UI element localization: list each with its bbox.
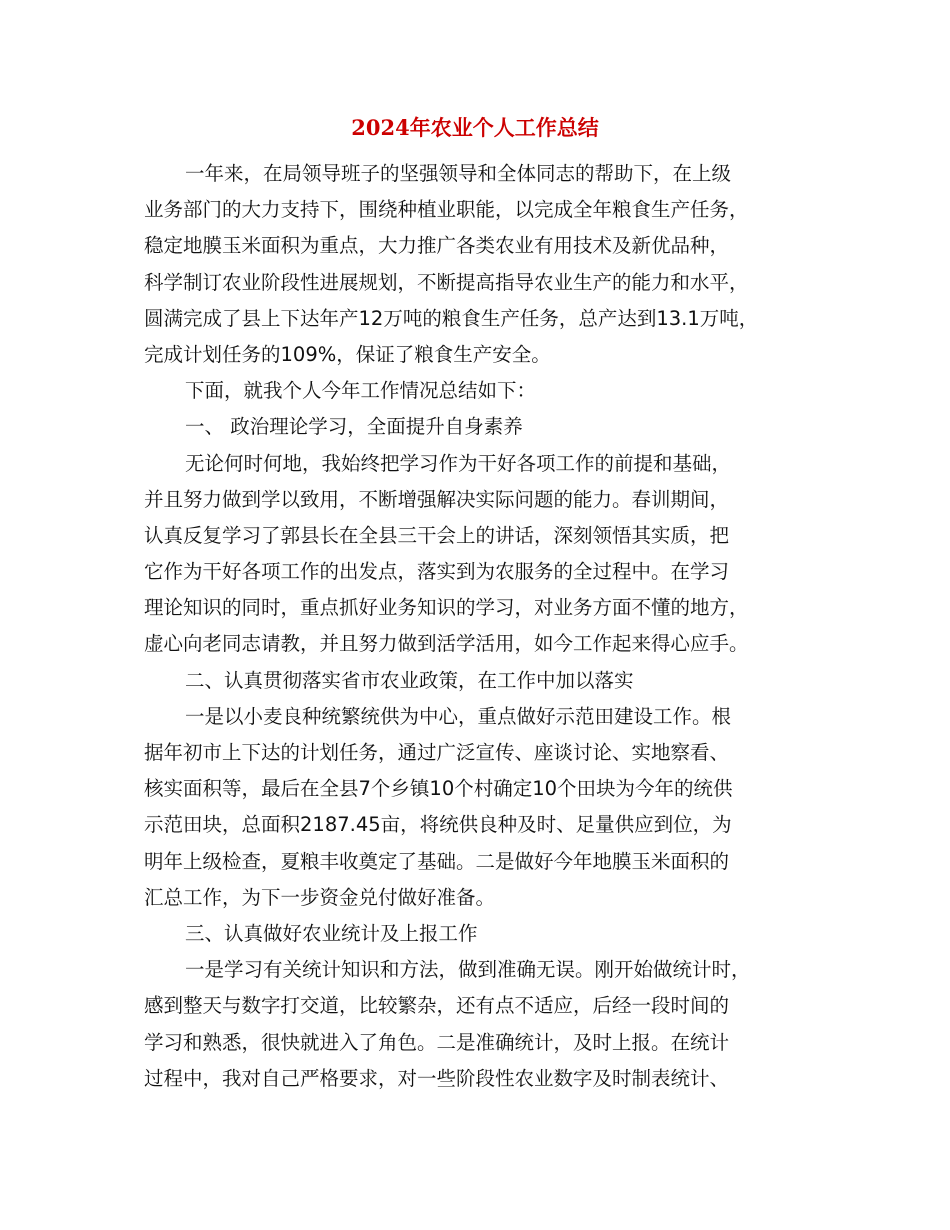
body-line: 一、 政治理论学习，全面提升自身素养 [185,415,523,439]
body-line: 圆满完成了县上下达年产12万吨的粮食生产任务，总产达到13.1万吨， [144,306,759,330]
body-line: 一是以小麦良种统繁统供为中心，重点做好示范田建设工作。根 [185,704,732,728]
body-line: 虚心向老同志请教，并且努力做到活学活用，如今工作起来得心应手。 [144,632,749,656]
body-line: 二、认真贯彻落实省市农业政策，在工作中加以落实 [185,668,634,692]
document-title: 2024年农业个人工作总结 [351,115,599,140]
body-line: 明年上级检查，夏粮丰收奠定了基础。二是做好今年地膜玉米面积的 [144,849,730,873]
body-line: 学习和熟悉，很快就进入了角色。二是准确统计，及时上报。在统计 [144,1030,730,1054]
body-line: 业务部门的大力支持下，围绕种植业职能，以完成全年粮食生产任务， [144,198,749,222]
body-line: 无论何时何地，我始终把学习作为干好各项工作的前提和基础， [185,451,732,475]
body-line: 据年初市上下达的计划任务，通过广泛宣传、座谈讨论、实地察看、 [144,741,730,764]
body-line: 它作为干好各项工作的出发点，落实到为农服务的全过程中。在学习 [144,560,730,584]
body-line: 科学制订农业阶段性进展规划，不断提高指导农业生产的能力和水平， [144,270,749,294]
body-line: 核实面积等，最后在全县7个乡镇10个村确定10个田块为今年的统供 [144,777,733,801]
body-line: 三、认真做好农业统计及上报工作 [185,921,478,945]
body-line: 下面，就我个人今年工作情况总结如下： [185,379,537,403]
document-body [144,156,814,1097]
body-line: 示范田块，总面积2187.45亩，将统供良种及时、足量供应到位，为 [144,813,732,837]
body-line: 完成计划任务的109%，保证了粮食生产安全。 [144,342,551,366]
body-line: 理论知识的同时，重点抓好业务知识的学习，对业务方面不懂的地方， [144,596,749,620]
body-line: 汇总工作，为下一步资金兑付做好准备。 [144,885,496,909]
body-line: 稳定地膜玉米面积为重点，大力推广各类农业有用技术及新优品种， [144,234,730,258]
body-line: 感到整天与数字打交道，比较繁杂，还有点不适应，后经一段时间的 [144,994,730,1018]
body-line: 认真反复学习了郭县长在全县三干会上的讲话，深刻领悟其实质，把 [144,523,730,547]
body-line: 过程中，我对自己严格要求，对一些阶段性农业数字及时制表统计、 [144,1066,730,1090]
body-line: 一年来，在局领导班子的坚强领导和全体同志的帮助下，在上级 [185,162,732,185]
body-line: 并且努力做到学以致用，不断增强解决实际问题的能力。春训期间， [144,487,730,511]
body-line: 一是学习有关统计知识和方法，做到准确无误。刚开始做统计时， [185,958,751,982]
